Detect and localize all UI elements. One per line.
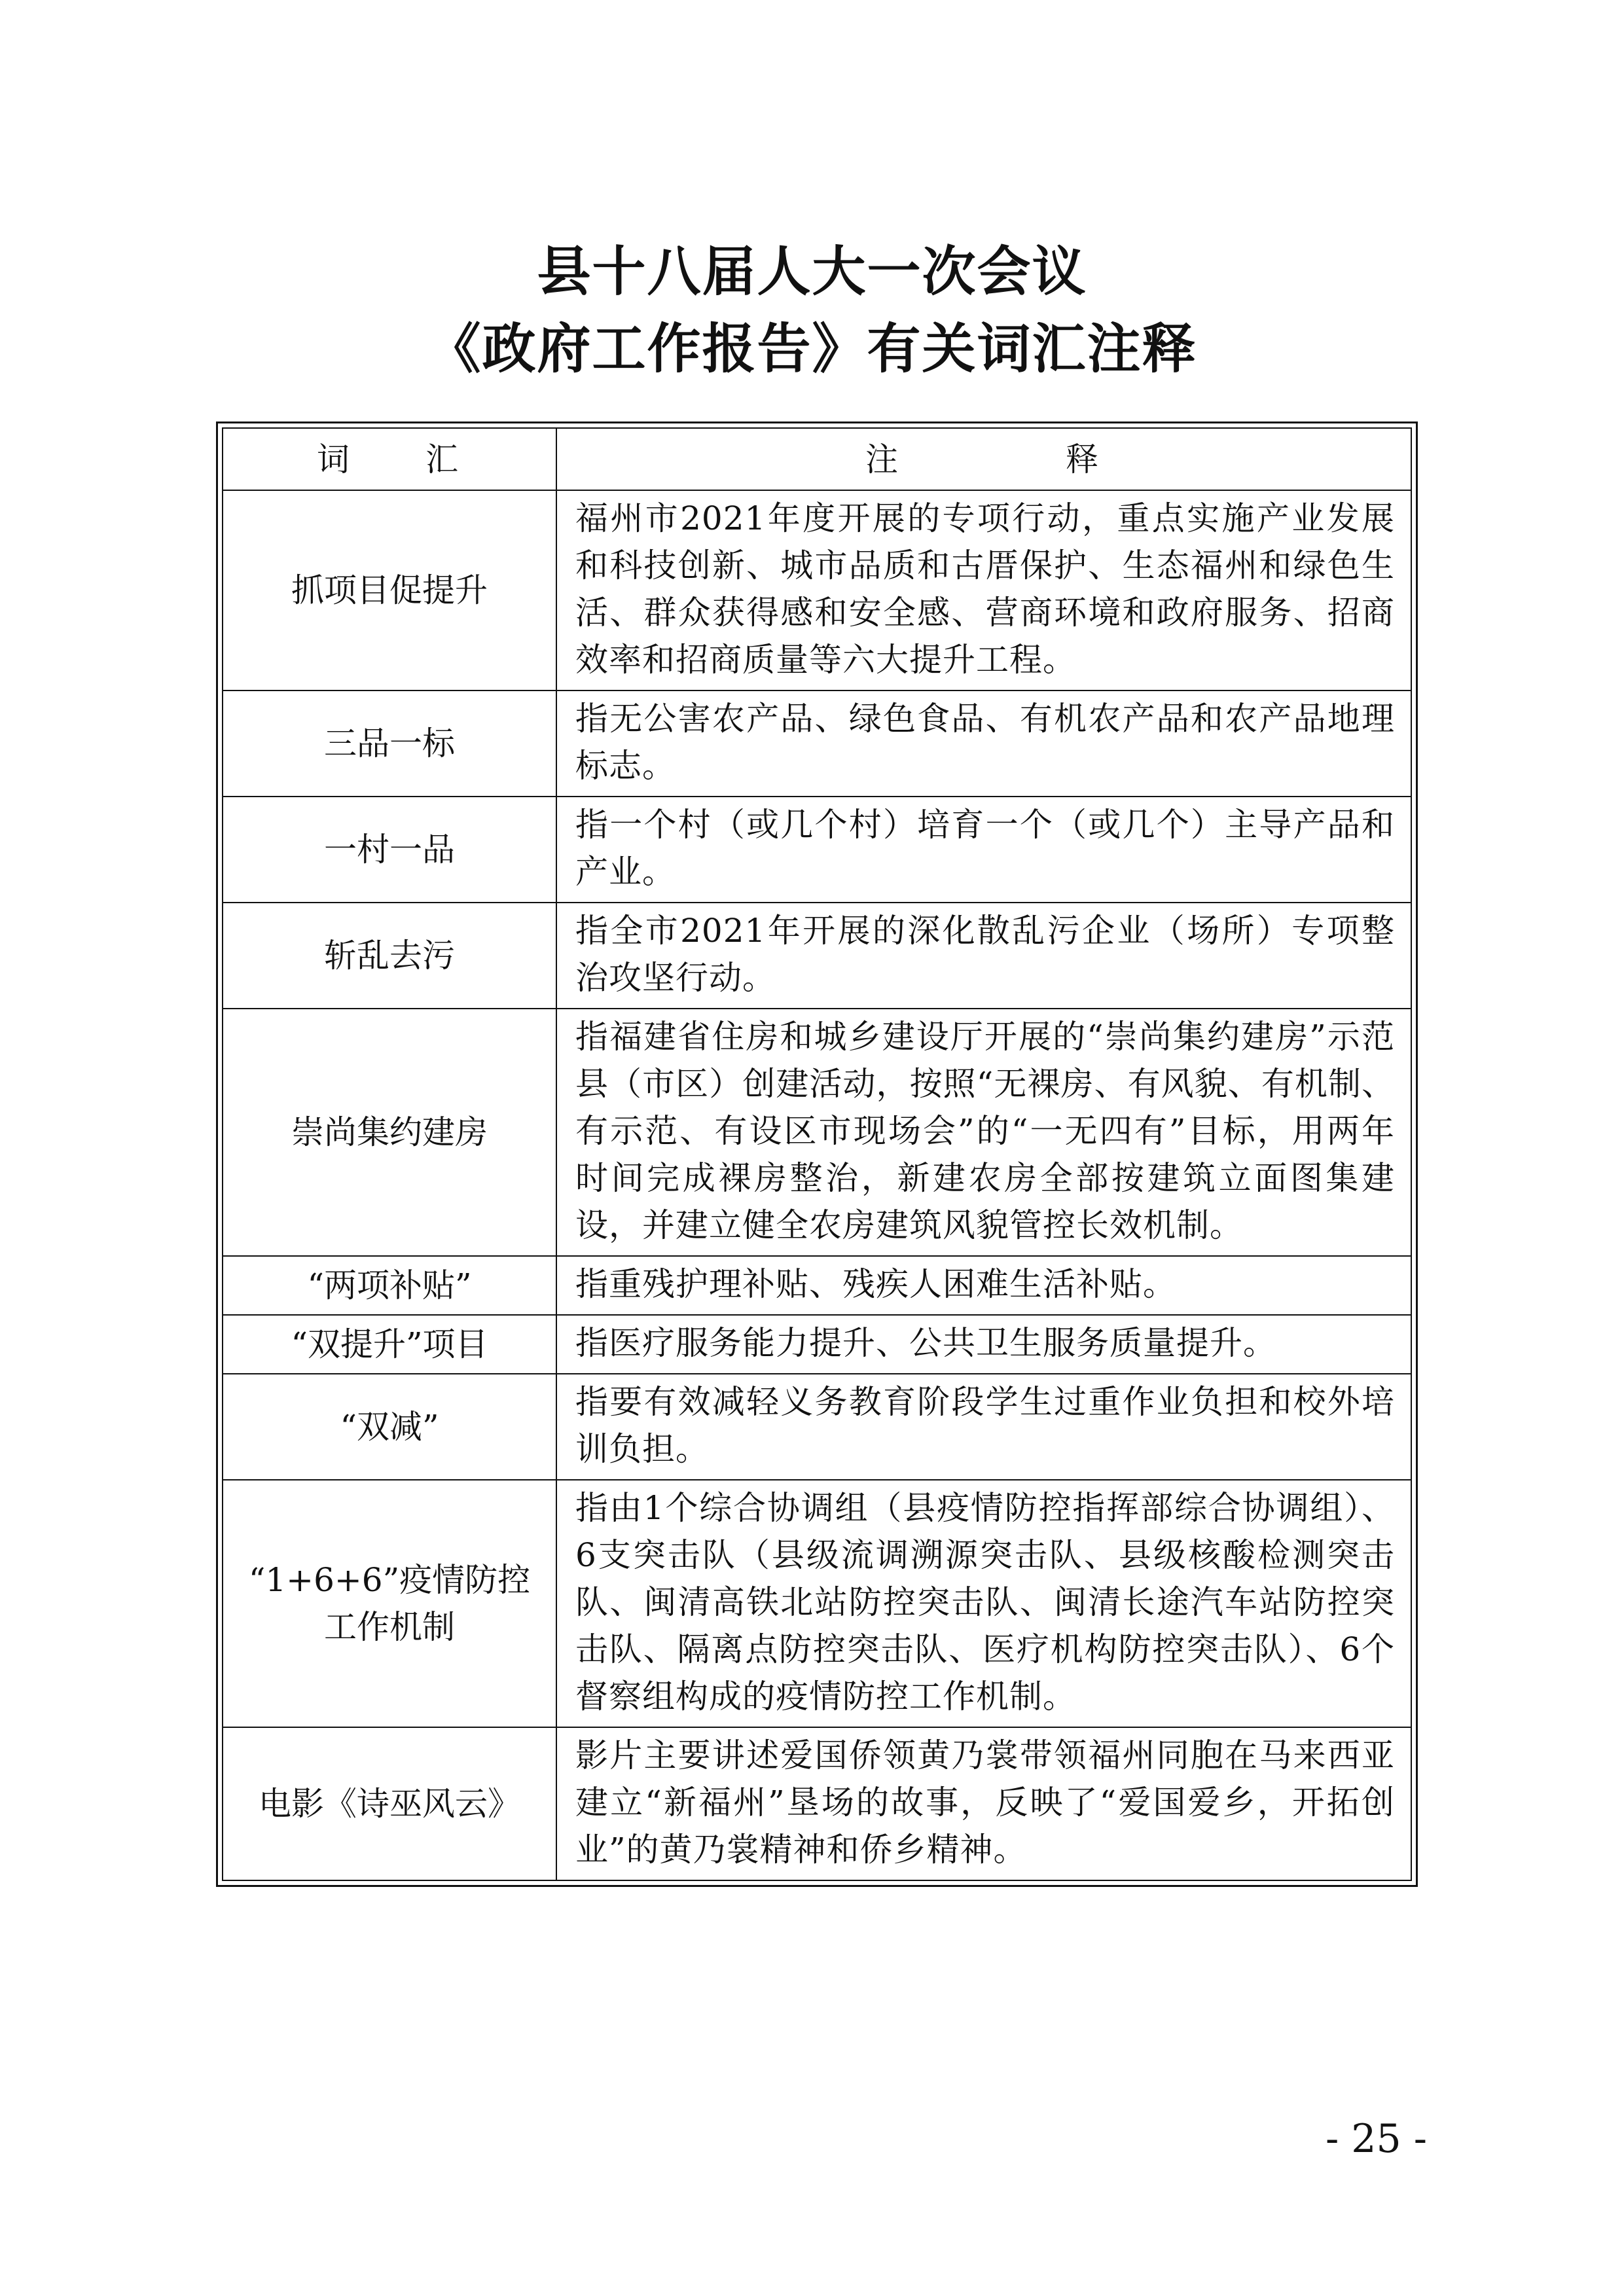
note-cell: 指由1个综合协调组（县疫情防控指挥部综合协调组）、6支突击队（县级流调溯源突击队、县级核酸检测突击队、闽清高铁北站防控突击队、闽清长途汽车站防控突击队、隔离点防控突击队、医疗机构防控突击队）、6个督察组构成的疫情防控工作机制。 xyxy=(556,1480,1411,1727)
note-cell: 指全市2021年开展的深化散乱污企业（场所）专项整治攻坚行动。 xyxy=(556,903,1411,1009)
table-row xyxy=(223,797,1411,903)
header-note-char-2: 释 xyxy=(1066,440,1102,478)
term-cell: “两项补贴” xyxy=(223,1256,556,1315)
table-row xyxy=(223,1480,1411,1727)
header-note-char-1: 注 xyxy=(865,440,902,478)
note-cell: 指一个村（或几个村）培育一个（或几个）主导产品和产业。 xyxy=(556,797,1411,903)
table-row xyxy=(223,691,1411,797)
glossary-table-frame xyxy=(216,422,1418,1887)
term-cell: “双提升”项目 xyxy=(223,1315,556,1374)
note-cell: 指福建省住房和城乡建设厅开展的“崇尚集约建房”示范县（市区）创建活动，按照“无裸房、有风貌、有机制、有示范、有设区市现场会”的“一无四有”目标，用两年时间完成裸房整治，新建农房全部按建筑立面图集建设，并建立健全农房建筑风貌管控长效机制。 xyxy=(556,1009,1411,1256)
note-cell: 影片主要讲述爱国侨领黄乃裳带领福州同胞在马来西亚建立“新福州”垦场的故事，反映了“爱国爱乡，开拓创业”的黄乃裳精神和侨乡精神。 xyxy=(556,1727,1411,1880)
table-row xyxy=(223,1727,1411,1880)
term-cell: 抓项目促提升 xyxy=(223,490,556,691)
term-cell: 电影《诗巫风云》 xyxy=(223,1727,556,1880)
table-row xyxy=(223,1374,1411,1480)
table-header-row xyxy=(223,428,1411,490)
table-row xyxy=(223,490,1411,691)
term-cell: 崇尚集约建房 xyxy=(223,1009,556,1256)
note-cell: 指要有效减轻义务教育阶段学生过重作业负担和校外培训负担。 xyxy=(556,1374,1411,1480)
header-term-char-2: 汇 xyxy=(425,440,462,478)
note-cell: 福州市2021年度开展的专项行动，重点实施产业发展和科技创新、城市品质和古厝保护、生态福州和绿色生活、群众获得感和安全感、营商环境和政府服务、招商效率和招商质量等六大提升工程。 xyxy=(556,490,1411,691)
glossary-table xyxy=(222,427,1412,1881)
table-row xyxy=(223,1315,1411,1374)
note-cell: 指医疗服务能力提升、公共卫生服务质量提升。 xyxy=(556,1315,1411,1374)
page-title-line-2: 《政府工作报告》有关词汇注释 xyxy=(427,317,1197,380)
table-row xyxy=(223,1256,1411,1315)
note-cell: 指重残护理补贴、残疾人困难生活补贴。 xyxy=(556,1256,1411,1315)
header-term-char-1: 词 xyxy=(317,440,353,478)
table-row xyxy=(223,903,1411,1009)
term-cell: “1+6+6”疫情防控工作机制 xyxy=(223,1480,556,1727)
header-note xyxy=(556,428,1411,490)
term-cell: 斩乱去污 xyxy=(223,903,556,1009)
header-term xyxy=(223,428,556,490)
page-title-line-1: 县十八届人大一次会议 xyxy=(537,240,1087,303)
note-cell: 指无公害农产品、绿色食品、有机农产品和农产品地理标志。 xyxy=(556,691,1411,797)
page-number: - 25 - xyxy=(1325,2116,1427,2162)
term-cell: 一村一品 xyxy=(223,797,556,903)
table-row xyxy=(223,1009,1411,1256)
term-cell: “双减” xyxy=(223,1374,556,1480)
term-cell: 三品一标 xyxy=(223,691,556,797)
